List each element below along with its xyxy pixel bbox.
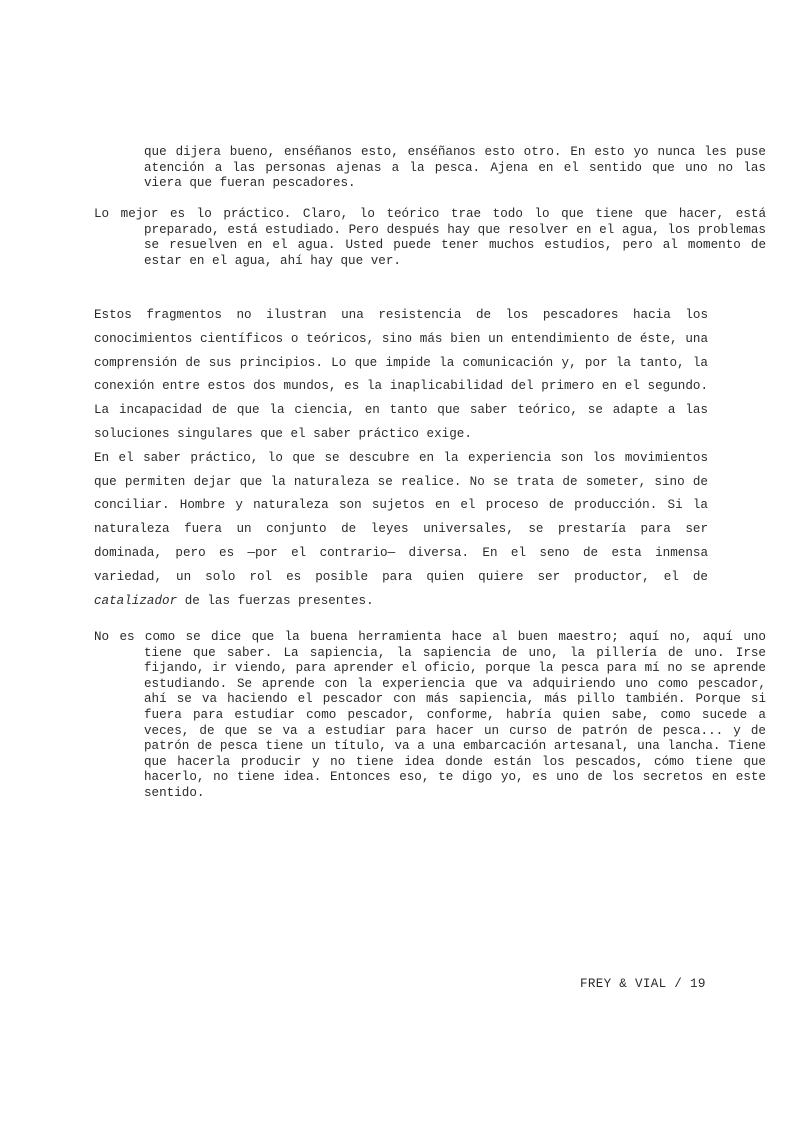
- paragraph-2-lead: En el saber práctico, lo que se descubre en la experiencia son los movimientos que permiten dejar que la naturaleza se realice. No se trata de someter, sino de conciliar. Hombre y naturaleza son sujetos en el proceso de producción. Si la naturaleza fuera un conjunto de leyes universales, se prestaría para ser dominada, pero es —por el contrario— diversa. En el seno de esta inmensa variedad, un solo rol es posible para quien quiere ser productor, el de: [94, 450, 708, 584]
- interview-quote-continuation: que dijera bueno, enséñanos esto, enséñanos esto otro. En esto yo nunca les puse atención a las personas ajenas a la pesca. Ajena en el sentido que uno no las viera que fueran pescadores.: [144, 145, 766, 191]
- paragraph-2-emphasis: catalizador: [94, 593, 178, 608]
- paragraph-2-tail: de las fuerzas presentes.: [177, 593, 374, 608]
- interview-quote-sapiencia: No es como se dice que la buena herramienta hace al buen maestro; aquí no, aquí uno tiene que saber. La sapiencia, la sapiencia de uno, la pillería de uno. Irse fijando, ir viendo, para aprender el oficio, porque la pesca para mí no se aprende estudiando. Se aprende con la experiencia que va adquiriendo uno como pescador, ahí se va haciendo el pescador con más sapiencia, más pillo también. Porque si fuera para estudiar como pescador, conforme, habría quien sabe, como sucede a veces, de que se va a estudiar para hacer un curso de patrón de pesca... y de patrón de pesca tiene un título, va a una embarcación artesanal, una lancha. Tiene que hacerla producir y no tiene idea donde están los pescados, cómo tiene que hacerlo, no tiene idea. Entonces eso, te digo yo, es uno de los secretos en este sentido.: [94, 630, 766, 800]
- interview-quote-practical: Lo mejor es lo práctico. Claro, lo teórico trae todo lo que tiene que hacer, está preparado, está estudiado. Pero después hay que resolver en el agua, los problemas se resuelven en el agua. Usted puede tener muchos estudios, pero al momento de estar en el agua, ahí hay que ver.: [94, 207, 766, 268]
- analysis-paragraph-1: Estos fragmentos no ilustran una resistencia de los pescadores hacia los conocimientos científicos o teóricos, sino más bien un entendimiento de éste, una comprensión de sus principios. Lo que impide la comunicación y, por la tanto, la conexión entre estos dos mundos, es la inaplicabilidad del primero en el segundo. La incapacidad de que la ciencia, en tanto que saber teórico, se adapte a las soluciones singulares que el saber práctico exige.: [94, 308, 708, 441]
- analysis-paragraph-2: [94, 447, 708, 614]
- page-footer: FREY & VIAL / 19: [580, 977, 706, 991]
- analysis-text: [94, 304, 708, 613]
